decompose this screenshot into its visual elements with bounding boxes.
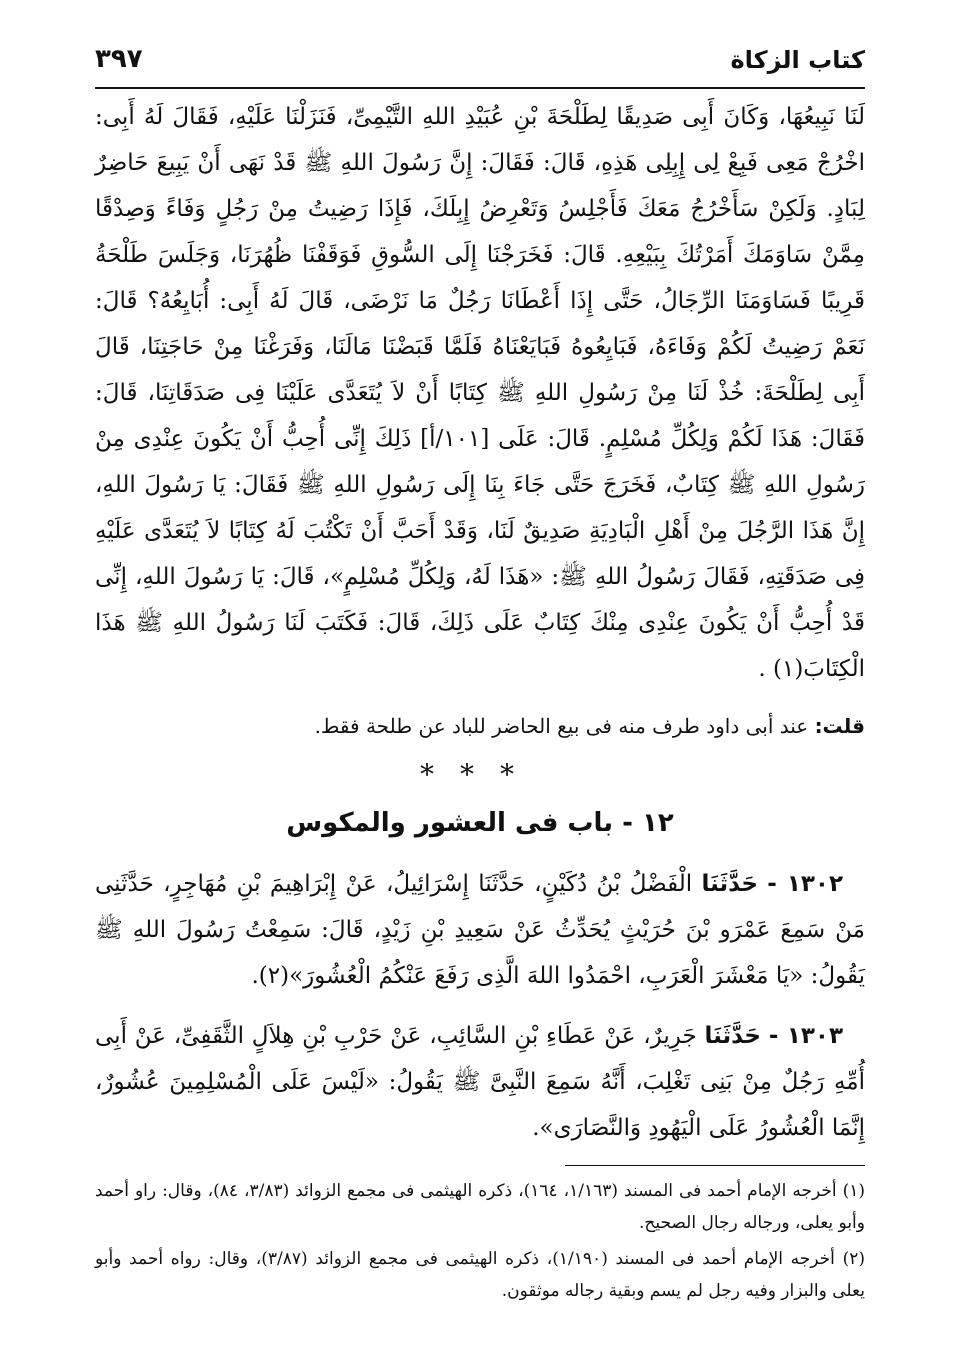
hadith-1302 [95,861,865,999]
hadith-1303 [95,1013,865,1151]
footnote-marker: (٢) [842,1249,866,1269]
footnote-1 [95,1175,865,1239]
hadith-opening: حَدَّثَنَا [701,871,758,897]
hadith-continuation-paragraph: لَنَا نَبِيعُهَا، وَكَانَ أَبِى صَدِيقًا لِطَلْحَةَ بْنِ عُبَيْدِ اللهِ التَّيْمِىِّ، فَنَزَلْنَا عَلَيْهِ، فَقَالَ لَهُ أَبِى: اخْرُجْ مَعِى فَبِعْ لِى إِبِلِى هَذِهِ، قَالَ: فَقَالَ: إِنَّ رَسُولَ اللهِ ﷺ قَدْ نَهَى أَنْ يَبِيعَ حَاضِرٌ لِبَادٍ. وَلَكِنْ سَأَخْرُجُ مَعَكَ فَأَجْلِسُ وَتَعْرِضُ إِبِلَكَ، فَإِذَا رَضِيتُ مِنْ رَجُلٍ وَفَاءً وَصِدْقًا مِمَّنْ سَاوَمَكَ أَمَرْتُكَ بِبَيْعِهِ. قَالَ: فَخَرَجْنَا إِلَى السُّوقِ فَوَقَفْنَا ظُهُرَنَا، وَجَلَسَ طَلْحَةُ قَرِيبًا فَسَاوَمَنَا الرِّجَالُ، حَتَّى إِذَا أَعْطَانَا رَجُلٌ مَا نَرْضَى، قَالَ لَهُ أَبِى: أُبَايِعُهُ؟ قَالَ: نَعَمْ رَضِيتُ لَكُمْ وَفَاءَهُ، فَبَايِعُوهُ فَبَايَعْنَاهُ فَلَمَّا قَبَضْنَا مَالَنَا، وَفَرَغْنَا مِنْ حَاجَتِنَا، قَالَ أَبِى لِطَلْحَةَ: خُذْ لَنَا مِنْ رَسُولِ اللهِ ﷺ كِتَابًا أَنْ لاَ يُتَعَدَّى عَلَيْنَا فِى صَدَقَاتِنَا، قَالَ: فَقَالَ: هَذَا لَكُمْ وَلِكُلِّ مُسْلِمٍ. قَالَ: عَلَى [١٠١/أ] ذَلِكَ إِنِّى أُحِبُّ أَنْ يَكُونَ عِنْدِى مِنْ رَسُولِ اللهِ ﷺ كِتَابٌ، فَخَرَجَ حَتَّى جَاءَ بِنَا إِلَى رَسُولِ اللهِ ﷺ فَقَالَ: يَا رَسُولَ اللهِ، إِنَّ هَذَا الرَّجُلَ مِنْ أَهْلِ الْبَادِيَةِ صَدِيقٌ لَنَا، وَقَدْ أَحَبَّ أَنْ تَكْتُبَ لَهُ كِتَابًا لاَ يُتَعَدَّى عَلَيْهِ فِى صَدَقَتِهِ، فَقَالَ رَسُولُ اللهِ ﷺ: «هَذَا لَهُ، وَلِكُلِّ مُسْلِمٍ»، قَالَ: يَا رَسُولَ اللهِ، إِنِّى قَدْ أُحِبُّ أَنْ يَكُونَ عِنْدِى مِنْكَ كِتَابٌ عَلَى ذَلِكَ، قَالَ: فَكَتَبَ لَنَا رَسُولُ اللهِ ﷺ هَذَا الْكِتَابَ(١) . [95,104,865,682]
header-rule [95,87,865,89]
footnote-marker: (١) [842,1181,866,1201]
hadith-opening: حَدَّثَنَا [704,1023,762,1049]
section-separator [95,758,865,791]
note-label: قلت: [814,714,865,738]
footnote-text: أخرجه الإمام أحمد فى المسند (١/١٦٣، ١٦٤)، ذكره الهيثمى فى مجمع الزوائد (٣/٨٣، ٨٤)، وقال: راو أحمد وأبو يعلى، ورجاله رجال الصحيح. [95,1181,865,1233]
hadith-number: ١٣٠٢ - [767,871,843,897]
separator-star: * [420,758,460,791]
separator-star: * [460,758,500,791]
hadith-number: ١٣٠٣ - [768,1023,844,1049]
page-header [95,40,865,80]
footnotes [95,1175,865,1311]
running-chapter-title: كتاب الزكاة [730,46,865,74]
footnote-rule [565,1165,865,1166]
separator-star: * [500,758,540,791]
hadith-text: جَرِيرٌ، عَنْ عَطَاءِ بْنِ السَّائِبِ، عَنْ حَرْبِ بْنِ هِلاَلٍ الثَّقَفِىِّ، عَنْ أَبِى أُمِّهِ رَجُلٌ مِنْ بَنِى تَغْلِبَ، أَنَّهُ سَمِعَ النَّبِىَّ ﷺ يَقُولُ: «لَيْسَ عَلَى الْمُسْلِمِينَ عُشُورٌ، إِنَّمَا الْعُشُورُ عَلَى الْيَهُودِ وَالنَّصَارَى». [95,1023,865,1141]
editor-note [95,706,865,746]
footnote-2 [95,1243,865,1307]
note-text: عند أبى داود طرف منه فى بيع الحاضر للباد عن طلحة فقط. [314,714,809,738]
hadith-text: الْفَضْلُ بْنُ دُكَيْنٍ، حَدَّثَنَا إِسْرَائِيلُ، عَنْ إِبْرَاهِيمَ بْنِ مُهَاجِرٍ، حَدَّثَنِى مَنْ سَمِعَ عَمْرَو بْنَ حُرَيْثٍ يُحَدِّثُ عَنْ سَعِيدِ بْنِ زَيْدٍ، قَالَ: سَمِعْتُ رَسُولَ اللهِ ﷺ يَقُولُ: «يَا مَعْشَرَ الْعَرَبِ، احْمَدُوا اللهَ الَّذِى رَفَعَ عَنْكُمُ الْعُشُورَ»(٢). [95,871,865,989]
footnote-text: أخرجه الإمام أحمد فى المسند (١/١٩٠)، ذكره الهيثمى فى مجمع الزوائد (٣/٨٧)، وقال: رواه أحمد وأبو يعلى والبزار وفيه رجل لم يسم وبقية رجاله موثقون. [95,1249,865,1301]
chapter-heading: ١٢ - باب فى العشور والمكوس [286,808,674,838]
main-text [95,94,865,1151]
page-number: ٣٩٧ [95,44,143,74]
